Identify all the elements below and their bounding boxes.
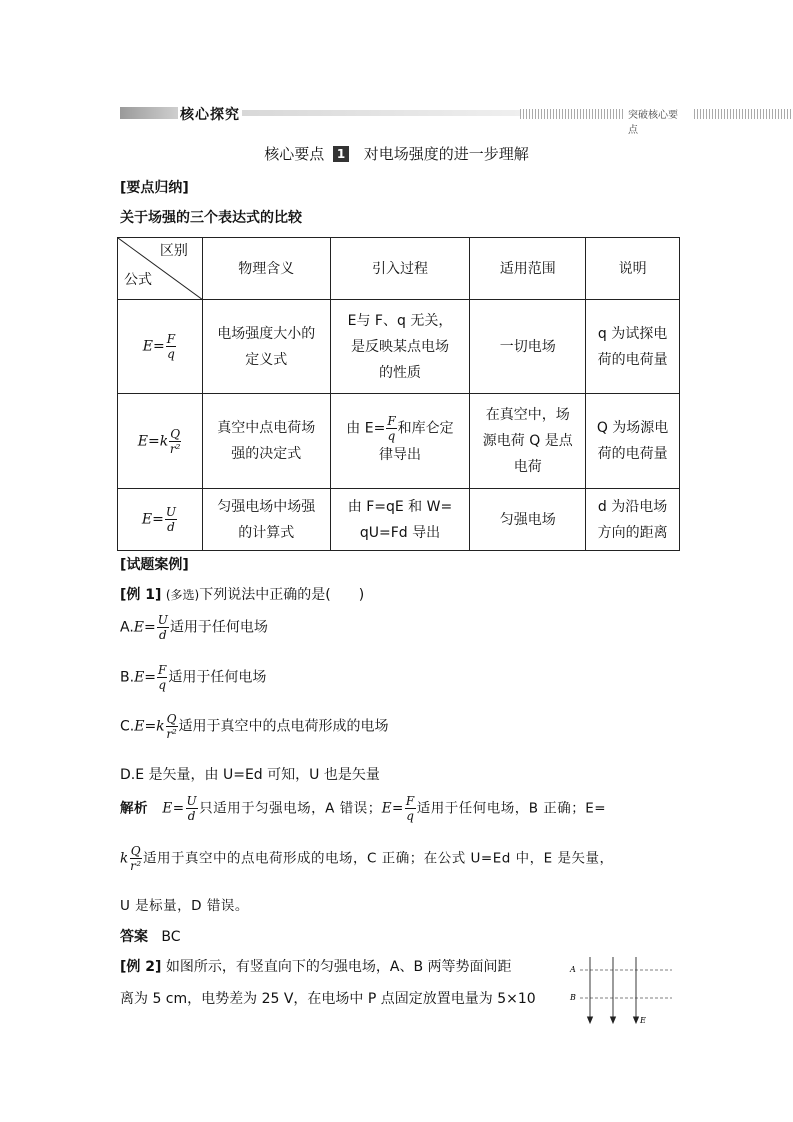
meaning-cell: 真空中点电荷场 强的决定式 [202, 394, 330, 489]
electric-field-figure [568, 955, 678, 1027]
option-c: C.E=k $\frac{Q}{\text{r²}}$ 适用于真空中的点电荷形成的电场 [120, 712, 389, 741]
example1-tag: (多选) [165, 588, 200, 602]
answer-line [120, 926, 181, 946]
answer-value: BC [161, 929, 181, 945]
fraction: $\frac{Q}{\text{r²}}$ [166, 712, 177, 741]
field-arrow-icon [611, 1017, 616, 1023]
header-cell: 适用范围 [470, 238, 586, 300]
process-cell: 由 E= $\frac{F}{q}$ 和库仑定 律导出 [330, 394, 470, 489]
fraction: $\frac{U}{d}$ [165, 505, 176, 534]
example1-stem [120, 584, 364, 604]
corner-bottom-label: 公式 [124, 272, 152, 288]
analysis-label: 解析 [120, 800, 148, 817]
process-cell: E与 F、q 无关， 是反映某点电场 的性质 [330, 300, 470, 394]
header-gradient-block [120, 107, 178, 119]
field-arrow-icon [588, 1017, 593, 1023]
table-row [118, 394, 680, 489]
example2-line-1: [例 2] 如图所示，有竖直向下的匀强电场，A、B 两等势面间距 [120, 959, 512, 975]
example1-label: [例 1] [120, 587, 162, 603]
header-cell: 引入过程 [330, 238, 470, 300]
fraction: $\frac{F}{q}$ [166, 332, 176, 361]
option-a: A.E= $\frac{U}{d}$ 适用于任何电场 [120, 613, 268, 642]
header-hatch-right [694, 109, 793, 119]
figure-label-e: E [640, 1016, 646, 1025]
fraction: $\frac{U}{d}$ [186, 794, 198, 823]
fraction: $\frac{F}{q}$ [405, 794, 415, 823]
analysis-line-3: U 是标量，D 错误。 [120, 898, 249, 914]
fraction: $\frac{Q}{\text{r²}}$ [130, 844, 142, 873]
meaning-cell: 电场强度大小的 定义式 [202, 300, 330, 394]
meaning-cell: 匀强电场中场强 的计算式 [202, 489, 330, 551]
section-title-text: 对电场强度的进一步理解 [363, 145, 529, 163]
header-right-label: 突破核心要点 [628, 110, 678, 136]
summary-heading: [要点归纳] [120, 180, 189, 196]
fraction: $\frac{F}{q}$ [158, 663, 167, 692]
table-header-row [118, 238, 680, 300]
option-d: D.E 是矢量，由 U=Ed 可知，U 也是矢量 [120, 767, 380, 783]
table-row [118, 300, 680, 394]
scope-cell: 一切电场 [470, 300, 586, 394]
process-cell: 由 F=qE 和 W= qU=Fd 导出 [330, 489, 470, 551]
corner-top-label: 区别 [159, 243, 188, 259]
formula-cell: E=k $\frac{Q}{\text{r²}}$ [118, 394, 203, 489]
formula-comparison-table [117, 237, 680, 551]
answer-label: 答案 [120, 929, 148, 945]
analysis-line-1: 解析 E= $\frac{U}{d}$ 只适用于匀强电场，A 错误；E= $\frac{F}{q}$ 适用于任何电场，B 正确；E= [120, 794, 607, 823]
fraction: $\frac{F}{q}$ [387, 413, 396, 443]
fraction: $\frac{U}{d}$ [157, 613, 168, 642]
formula-cell: E= $\frac{U}{d}$ [118, 489, 203, 551]
section-number-badge: 1 [333, 146, 349, 162]
figure-label-b: B [570, 993, 576, 1002]
header-hatch-left [520, 109, 624, 119]
scope-cell: 匀强电场 [470, 489, 586, 551]
option-b: B.E= $\frac{F}{q}$ 适用于任何电场 [120, 663, 267, 692]
example2-line-2: 离为 5 cm，电势差为 25 V，在电场中 P 点固定放置电量为 5×10 [120, 991, 536, 1007]
note-cell: d 为沿电场 方向的距离 [586, 489, 680, 551]
header-cell: 物理含义 [202, 238, 330, 300]
note-cell: q 为试探电 荷的电荷量 [586, 300, 680, 394]
table-corner-cell [118, 238, 203, 300]
example2-label: [例 2] [120, 959, 162, 975]
section-title [0, 143, 793, 164]
table-row [118, 489, 680, 551]
table-intro: 关于场强的三个表达式的比较 [120, 210, 302, 226]
header-bar [242, 110, 520, 116]
header-section-label: 核心探究 [180, 107, 240, 123]
section-prefix: 核心要点 [264, 145, 325, 163]
section-header-band [120, 104, 680, 136]
analysis-line-2: k $\frac{Q}{\text{r²}}$ 适用于真空中的点电荷形成的电场，C 正确；在公式 U=Ed 中，E 是矢量， [120, 844, 614, 873]
cases-heading: [试题案例] [120, 557, 189, 573]
header-cell: 说明 [586, 238, 680, 300]
note-cell: Q 为场源电 荷的电荷量 [586, 394, 680, 489]
figure-label-a: A [570, 965, 576, 974]
fraction: $\frac{Q}{\text{r²}}$ [169, 426, 181, 456]
field-arrow-icon [634, 1017, 639, 1023]
formula-cell: E= $\frac{F}{q}$ [118, 300, 203, 394]
example1-question: 下列说法中正确的是( ) [199, 587, 365, 603]
scope-cell: 在真空中，场 源电荷 Q 是点 电荷 [470, 394, 586, 489]
